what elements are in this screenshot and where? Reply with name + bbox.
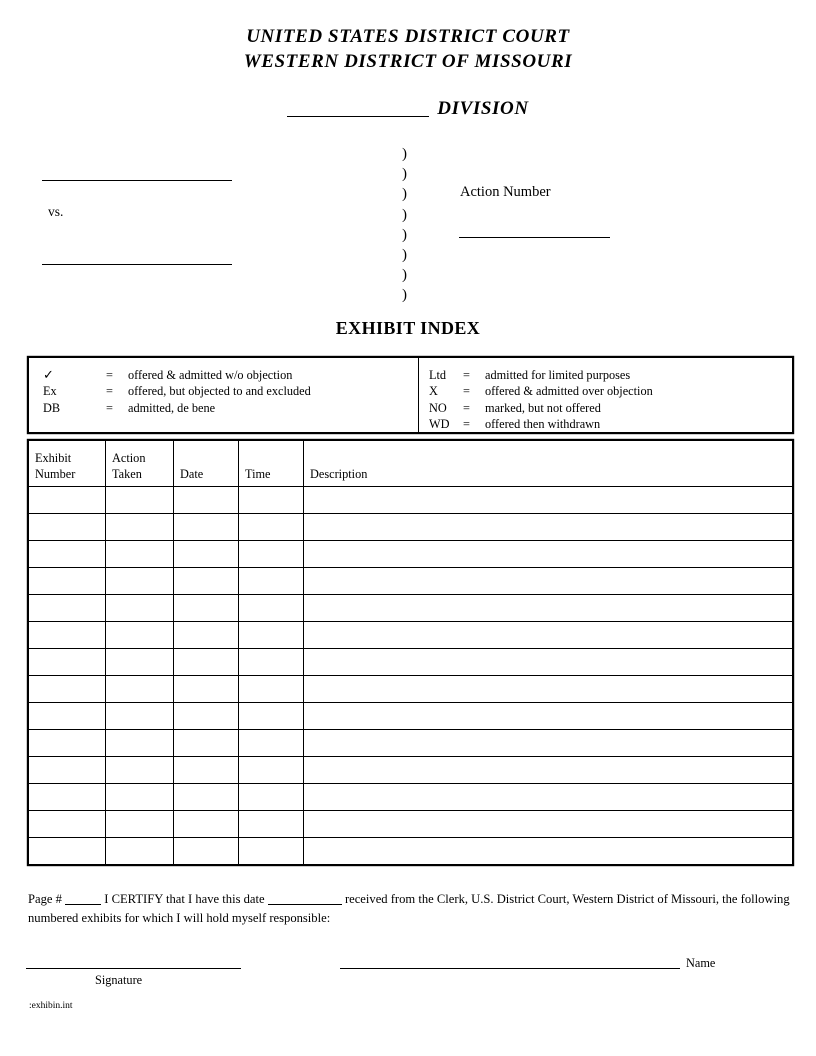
table-cell-action[interactable] <box>106 568 174 595</box>
legend-key-db: DB <box>43 400 61 415</box>
defendant-name-field[interactable] <box>42 264 232 265</box>
table-cell-exhibit[interactable] <box>29 730 106 757</box>
table-cell-date[interactable] <box>174 784 239 811</box>
case-caption-block <box>0 140 816 310</box>
table-cell-description[interactable] <box>304 514 793 541</box>
table-cell-exhibit[interactable] <box>29 514 106 541</box>
table-cell-time[interactable] <box>239 649 304 676</box>
table-row <box>29 568 793 595</box>
table-cell-action[interactable] <box>106 838 174 865</box>
table-cell-action[interactable] <box>106 487 174 514</box>
court-name-line-2: WESTERN DISTRICT OF MISSOURI <box>243 51 573 72</box>
table-cell-exhibit[interactable] <box>29 703 106 730</box>
legend-equals: = <box>106 384 113 399</box>
table-cell-action[interactable] <box>106 811 174 838</box>
table-cell-description[interactable] <box>304 622 793 649</box>
table-cell-date[interactable] <box>174 649 239 676</box>
table-cell-exhibit[interactable] <box>29 757 106 784</box>
column-header-line-2: Date <box>180 466 204 481</box>
column-header-action-taken <box>106 441 174 487</box>
certify-page-label: Page # <box>28 892 62 906</box>
table-cell-exhibit[interactable] <box>29 487 106 514</box>
table-cell-time[interactable] <box>239 757 304 784</box>
table-cell-description[interactable] <box>304 838 793 865</box>
legend-description: offered, but objected to and excluded <box>128 384 311 399</box>
exhibit-index-table <box>28 440 793 865</box>
legend-equals: = <box>463 400 470 415</box>
document-footer-filename: :exhibin.int <box>29 1001 73 1011</box>
table-cell-date[interactable] <box>174 595 239 622</box>
table-header-row <box>29 441 793 487</box>
caption-paren: ) <box>402 287 407 304</box>
table-cell-action[interactable] <box>106 541 174 568</box>
caption-paren: ) <box>402 186 407 203</box>
division-label: DIVISION <box>437 98 529 119</box>
caption-paren: ) <box>402 206 407 223</box>
legend-description: offered & admitted over objection <box>485 384 653 399</box>
caption-paren: ) <box>402 267 407 284</box>
table-cell-date[interactable] <box>174 622 239 649</box>
table-cell-exhibit[interactable] <box>29 811 106 838</box>
table-cell-exhibit[interactable] <box>29 622 106 649</box>
legend-item <box>429 383 792 399</box>
table-cell-date[interactable] <box>174 703 239 730</box>
certify-text-1: I CERTIFY that I have this date <box>104 892 265 906</box>
table-cell-description[interactable] <box>304 811 793 838</box>
table-row <box>29 811 793 838</box>
table-row <box>29 487 793 514</box>
legend-column-right <box>419 358 792 432</box>
table-cell-date[interactable] <box>174 811 239 838</box>
column-header-line-2: Number <box>35 466 76 481</box>
table-cell-date[interactable] <box>174 757 239 784</box>
column-header-description <box>304 441 793 487</box>
table-cell-description[interactable] <box>304 568 793 595</box>
name-label: Name <box>686 956 716 970</box>
table-cell-action[interactable] <box>106 676 174 703</box>
table-cell-time[interactable] <box>239 622 304 649</box>
column-header-line-2: Description <box>310 466 368 481</box>
versus-label: vs. <box>48 204 64 219</box>
table-row <box>29 541 793 568</box>
caption-paren-column <box>402 144 407 306</box>
table-cell-description[interactable] <box>304 487 793 514</box>
action-number-field[interactable] <box>459 237 610 238</box>
table-cell-exhibit[interactable] <box>29 676 106 703</box>
table-cell-date[interactable] <box>174 676 239 703</box>
table-cell-exhibit[interactable] <box>29 595 106 622</box>
table-cell-action[interactable] <box>106 730 174 757</box>
table-cell-description[interactable] <box>304 730 793 757</box>
column-header-line-1: Exhibit <box>35 451 72 466</box>
table-cell-exhibit[interactable] <box>29 541 106 568</box>
table-row <box>29 784 793 811</box>
table-cell-description[interactable] <box>304 703 793 730</box>
legend-item <box>429 367 792 383</box>
table-cell-description[interactable] <box>304 595 793 622</box>
table-row <box>29 622 793 649</box>
table-cell-date[interactable] <box>174 568 239 595</box>
caption-paren: ) <box>402 146 407 162</box>
column-header-line-2: Taken <box>112 466 142 481</box>
table-row <box>29 838 793 865</box>
table-cell-description[interactable] <box>304 541 793 568</box>
table-cell-action[interactable] <box>106 595 174 622</box>
division-row <box>0 98 816 120</box>
table-cell-time[interactable] <box>239 730 304 757</box>
table-row <box>29 676 793 703</box>
legend-equals: = <box>106 400 113 415</box>
table-cell-time[interactable] <box>239 784 304 811</box>
legend-column-left <box>29 358 419 432</box>
table-cell-date[interactable] <box>174 730 239 757</box>
table-cell-exhibit[interactable] <box>29 784 106 811</box>
table-cell-description[interactable] <box>304 649 793 676</box>
table-cell-exhibit[interactable] <box>29 649 106 676</box>
table-cell-date[interactable] <box>174 487 239 514</box>
legend-equals: = <box>463 368 470 382</box>
table-cell-time[interactable] <box>239 703 304 730</box>
legend-description: offered then withdrawn <box>485 417 601 432</box>
legend-key-ex: Ex <box>43 384 57 399</box>
signature-field[interactable] <box>26 968 241 969</box>
plaintiff-name-field[interactable] <box>42 180 232 181</box>
certify-date-field[interactable] <box>268 892 342 905</box>
table-cell-time[interactable] <box>239 595 304 622</box>
table-cell-time[interactable] <box>239 811 304 838</box>
division-blank-field[interactable] <box>287 100 429 117</box>
table-cell-date[interactable] <box>174 838 239 865</box>
court-header <box>0 24 816 74</box>
column-header-exhibit-number <box>29 441 106 487</box>
table-cell-action[interactable] <box>106 649 174 676</box>
legend-key-no: NO <box>429 400 447 415</box>
legend-description: admitted, de bene <box>128 400 216 415</box>
legend-item <box>43 367 418 383</box>
certify-text-2: received from the Clerk, U.S. District Court, Western District of Missouri, the following numbered exhibits for which I will hold myself responsible: <box>28 892 790 925</box>
table-cell-action[interactable] <box>106 622 174 649</box>
table-cell-description[interactable] <box>304 757 793 784</box>
table-cell-action[interactable] <box>106 784 174 811</box>
legend-key-ltd: Ltd <box>429 368 447 382</box>
legend-key-check: ✓ <box>43 367 54 382</box>
legend-description: admitted for limited purposes <box>485 368 631 382</box>
table-row <box>29 730 793 757</box>
legend-equals: = <box>463 384 470 399</box>
legend-item <box>43 400 418 416</box>
legend-item <box>429 416 792 432</box>
table-cell-action[interactable] <box>106 703 174 730</box>
table-cell-action[interactable] <box>106 514 174 541</box>
table-cell-time[interactable] <box>239 514 304 541</box>
page-number-field[interactable] <box>65 892 101 905</box>
column-header-line-2: Time <box>245 466 271 481</box>
legend-box <box>28 357 793 433</box>
column-header-date <box>174 441 239 487</box>
table-cell-action[interactable] <box>106 757 174 784</box>
legend-item <box>429 400 792 416</box>
legend-equals: = <box>463 417 470 432</box>
legend-item <box>43 383 418 399</box>
table-cell-date[interactable] <box>174 514 239 541</box>
table-row <box>29 649 793 676</box>
table-cell-exhibit[interactable] <box>29 568 106 595</box>
table-cell-time[interactable] <box>239 487 304 514</box>
certification-paragraph <box>28 890 796 928</box>
table-cell-date[interactable] <box>174 541 239 568</box>
legend-description: offered & admitted w/o objection <box>128 368 293 382</box>
legend-description: marked, but not offered <box>485 400 601 415</box>
name-field[interactable] <box>340 968 680 969</box>
caption-paren: ) <box>402 226 407 243</box>
table-cell-time[interactable] <box>239 541 304 568</box>
table-cell-time[interactable] <box>239 568 304 595</box>
table-cell-time[interactable] <box>239 676 304 703</box>
table-body <box>29 487 793 865</box>
table-row <box>29 757 793 784</box>
legend-key-wd: WD <box>429 417 450 432</box>
legend-equals: = <box>106 368 113 382</box>
caption-paren: ) <box>402 247 407 264</box>
table-cell-description[interactable] <box>304 676 793 703</box>
caption-paren: ) <box>402 166 407 183</box>
table-cell-exhibit[interactable] <box>29 838 106 865</box>
table-row <box>29 595 793 622</box>
legend-key-x: X <box>429 384 438 399</box>
court-name-line-1: UNITED STATES DISTRICT COURT <box>246 26 570 47</box>
signature-label: Signature <box>95 973 143 987</box>
table-cell-description[interactable] <box>304 784 793 811</box>
table-row <box>29 514 793 541</box>
action-number-label: Action Number <box>460 184 551 200</box>
column-header-line-1: Action <box>112 451 146 466</box>
table-cell-time[interactable] <box>239 838 304 865</box>
page-title: EXHIBIT INDEX <box>335 318 481 338</box>
column-header-time <box>239 441 304 487</box>
table-row <box>29 703 793 730</box>
